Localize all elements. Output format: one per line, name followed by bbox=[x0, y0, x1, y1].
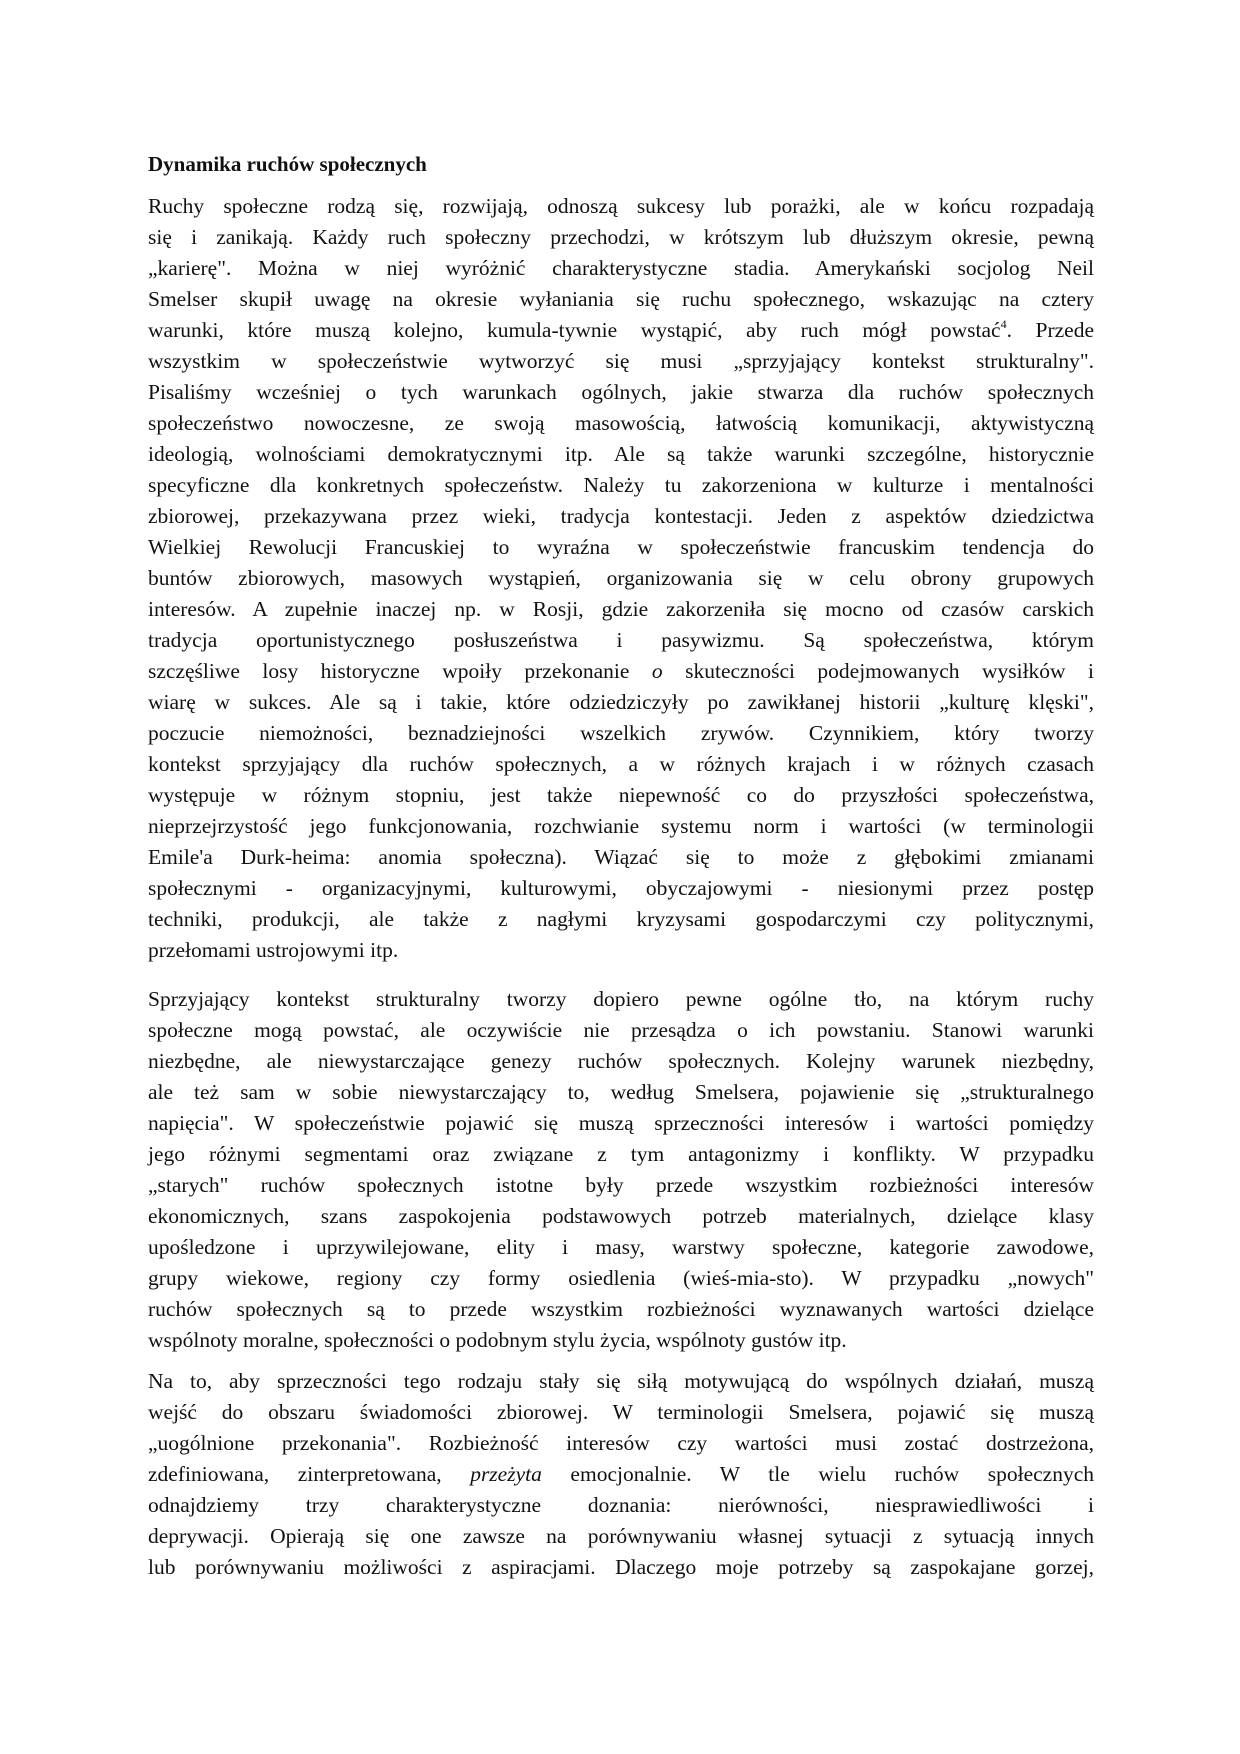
text-line: Wielkiej Rewolucji Francuskiej to wyraźna w społeczeństwie francuskim tendencja do bbox=[148, 535, 1094, 559]
text-line: „starych" ruchów społecznych istotne były przede wszystkim rozbieżności interesów bbox=[148, 1173, 1094, 1197]
text-segment: warunki, które muszą kolejno, kumula-tywnie wystąpić, aby ruch mógł powstać bbox=[148, 318, 1001, 342]
text-line: ruchów społecznych są to przede wszystkim rozbieżności wyznawanych wartości dzielące bbox=[148, 1297, 1094, 1321]
text-line: „karierę". Można w niej wyróżnić charakterystyczne stadia. Amerykański socjolog Neil bbox=[148, 256, 1094, 280]
italic-text: o bbox=[651, 659, 663, 683]
text-line: deprywacji. Opierają się one zawsze na porównywaniu własnej sytuacji z sytuacją innych bbox=[148, 1524, 1094, 1548]
text-line: „uogólnione przekonania". Rozbieżność interesów czy wartości musi zostać dostrzeżona, bbox=[148, 1431, 1094, 1455]
paragraph-3 bbox=[148, 1366, 1094, 1583]
text-line: interesów. A zupełnie inaczej np. w Rosji, gdzie zakorzeniła się mocno od czasów carskich bbox=[148, 597, 1094, 621]
text-line: społeczne mogą powstać, ale oczywiście nie przesądza o ich powstaniu. Stanowi warunki bbox=[148, 1018, 1094, 1042]
text-segment: . Przede bbox=[1006, 318, 1094, 342]
text-line: nieprzejrzystość jego funkcjonowania, rozchwianie systemu norm i wartości (w terminologii bbox=[148, 814, 1094, 838]
text-line: lub porównywaniu możliwości z aspiracjami. Dlaczego moje potrzeby są zaspokajane gorzej, bbox=[148, 1555, 1094, 1579]
text-line: wiarę w sukces. Ale są i takie, które odziedziczyły po zawikłanej historii „kulturę klęski", bbox=[148, 690, 1094, 714]
text-line: wszystkim w społeczeństwie wytworzyć się musi „sprzyjający kontekst strukturalny". bbox=[148, 349, 1094, 373]
text-segment: szczęśliwe losy historyczne wpoiły przekonanie bbox=[148, 659, 652, 683]
text-line: odnajdziemy trzy charakterystyczne doznania: nierówności, niesprawiedliwości i bbox=[148, 1493, 1094, 1517]
paragraph-1 bbox=[148, 191, 1094, 966]
footnote-reference: 4 bbox=[1000, 317, 1007, 331]
text-line: Na to, aby sprzeczności tego rodzaju stały się siłą motywującą do wspólnych działań, muszą bbox=[148, 1369, 1094, 1393]
text-line: upośledzone i uprzywilejowane, elity i masy, warstwy społeczne, kategorie zawodowe, bbox=[148, 1235, 1094, 1259]
text-line: kontekst sprzyjający dla ruchów społecznych, a w różnych krajach i w różnych czasach bbox=[148, 752, 1094, 776]
text-line: napięcia". W społeczeństwie pojawić się muszą sprzeczności interesów i wartości pomiędzy bbox=[148, 1111, 1094, 1135]
text-line: ideologią, wolnościami demokratycznymi itp. Ale są także warunki szczególne, historycznie bbox=[148, 442, 1094, 466]
text-line: Smelser skupił uwagę na okresie wyłaniania się ruchu społecznego, wskazując na cztery bbox=[148, 287, 1094, 311]
text-line: przełomami ustrojowymi itp. bbox=[148, 938, 399, 962]
text-line: ekonomicznych, szans zaspokojenia podstawowych potrzeb materialnych, dzielące klasy bbox=[148, 1204, 1094, 1228]
text-line: wspólnoty moralne, społeczności o podobnym stylu życia, wspólnoty gustów itp. bbox=[148, 1328, 847, 1352]
text-segment: zdefiniowana, zinterpretowana, bbox=[148, 1462, 471, 1486]
text-line: Ruchy społeczne rodzą się, rozwijają, odnoszą sukcesy lub porażki, ale w końcu rozpadają bbox=[148, 194, 1094, 218]
text-line: wejść do obszaru świadomości zbiorowej. W terminologii Smelsera, pojawić się muszą bbox=[148, 1400, 1094, 1424]
text-line: Sprzyjający kontekst strukturalny tworzy dopiero pewne ogólne tło, na którym ruchy bbox=[148, 987, 1094, 1011]
text-line: specyficzne dla konkretnych społeczeństw. Należy tu zakorzeniona w kulturze i mentalności bbox=[148, 473, 1094, 497]
text-line: społecznymi - organizacyjnymi, kulturowymi, obyczajowymi - niesionymi przez postęp bbox=[148, 876, 1094, 900]
text-line: techniki, produkcji, ale także z nagłymi kryzysami gospodarczymi czy politycznymi, bbox=[148, 907, 1094, 931]
text-line: Emile'a Durk-heima: anomia społeczna). Wiązać się to może z głębokimi zmianami bbox=[148, 845, 1094, 869]
text-line: tradycja oportunistycznego posłuszeństwa i pasywizmu. Są społeczeństwa, którym bbox=[148, 628, 1094, 652]
text-line: niezbędne, ale niewystarczające genezy ruchów społecznych. Kolejny warunek niezbędny, bbox=[148, 1049, 1094, 1073]
text-line: występuje w różnym stopniu, jest także niepewność co do przyszłości społeczeństwa, bbox=[148, 783, 1094, 807]
text-line: ale też sam w sobie niewystarczający to, według Smelsera, pojawienie się „strukturalnego bbox=[148, 1080, 1094, 1104]
document-title: Dynamika ruchów społecznych bbox=[148, 152, 427, 176]
text-line: grupy wiekowe, regiony czy formy osiedlenia (wieś-mia-sto). W przypadku „nowych" bbox=[148, 1266, 1094, 1290]
text-line: Pisaliśmy wcześniej o tych warunkach ogólnych, jakie stwarza dla ruchów społecznych bbox=[148, 380, 1094, 404]
text-segment: emocjonalnie. W tle wielu ruchów społecznych bbox=[541, 1462, 1094, 1486]
text-line: się i zanikają. Każdy ruch społeczny przechodzi, w krótszym lub dłuższym okresie, pewną bbox=[148, 225, 1094, 249]
text-line: jego różnymi segmentami oraz związane z tym antagonizmy i konflikty. W przypadku bbox=[148, 1142, 1094, 1166]
text-line: buntów zbiorowych, masowych wystąpień, organizowania się w celu obrony grupowych bbox=[148, 566, 1094, 590]
paragraph-2 bbox=[148, 984, 1094, 1356]
text-line bbox=[148, 1459, 1094, 1490]
italic-text: przeżyta bbox=[470, 1462, 542, 1486]
text-segment: skuteczności podejmowanych wysiłków i bbox=[662, 659, 1095, 683]
text-line: zbiorowej, przekazywana przez wieki, tradycja kontestacji. Jeden z aspektów dziedzictwa bbox=[148, 504, 1094, 528]
text-line: poczucie niemożności, beznadziejności wszelkich zrywów. Czynnikiem, który tworzy bbox=[148, 721, 1094, 745]
text-line: społeczeństwo nowoczesne, ze swoją masowością, łatwością komunikacji, aktywistyczną bbox=[148, 411, 1094, 435]
text-line bbox=[148, 315, 1094, 346]
text-line bbox=[148, 656, 1094, 687]
